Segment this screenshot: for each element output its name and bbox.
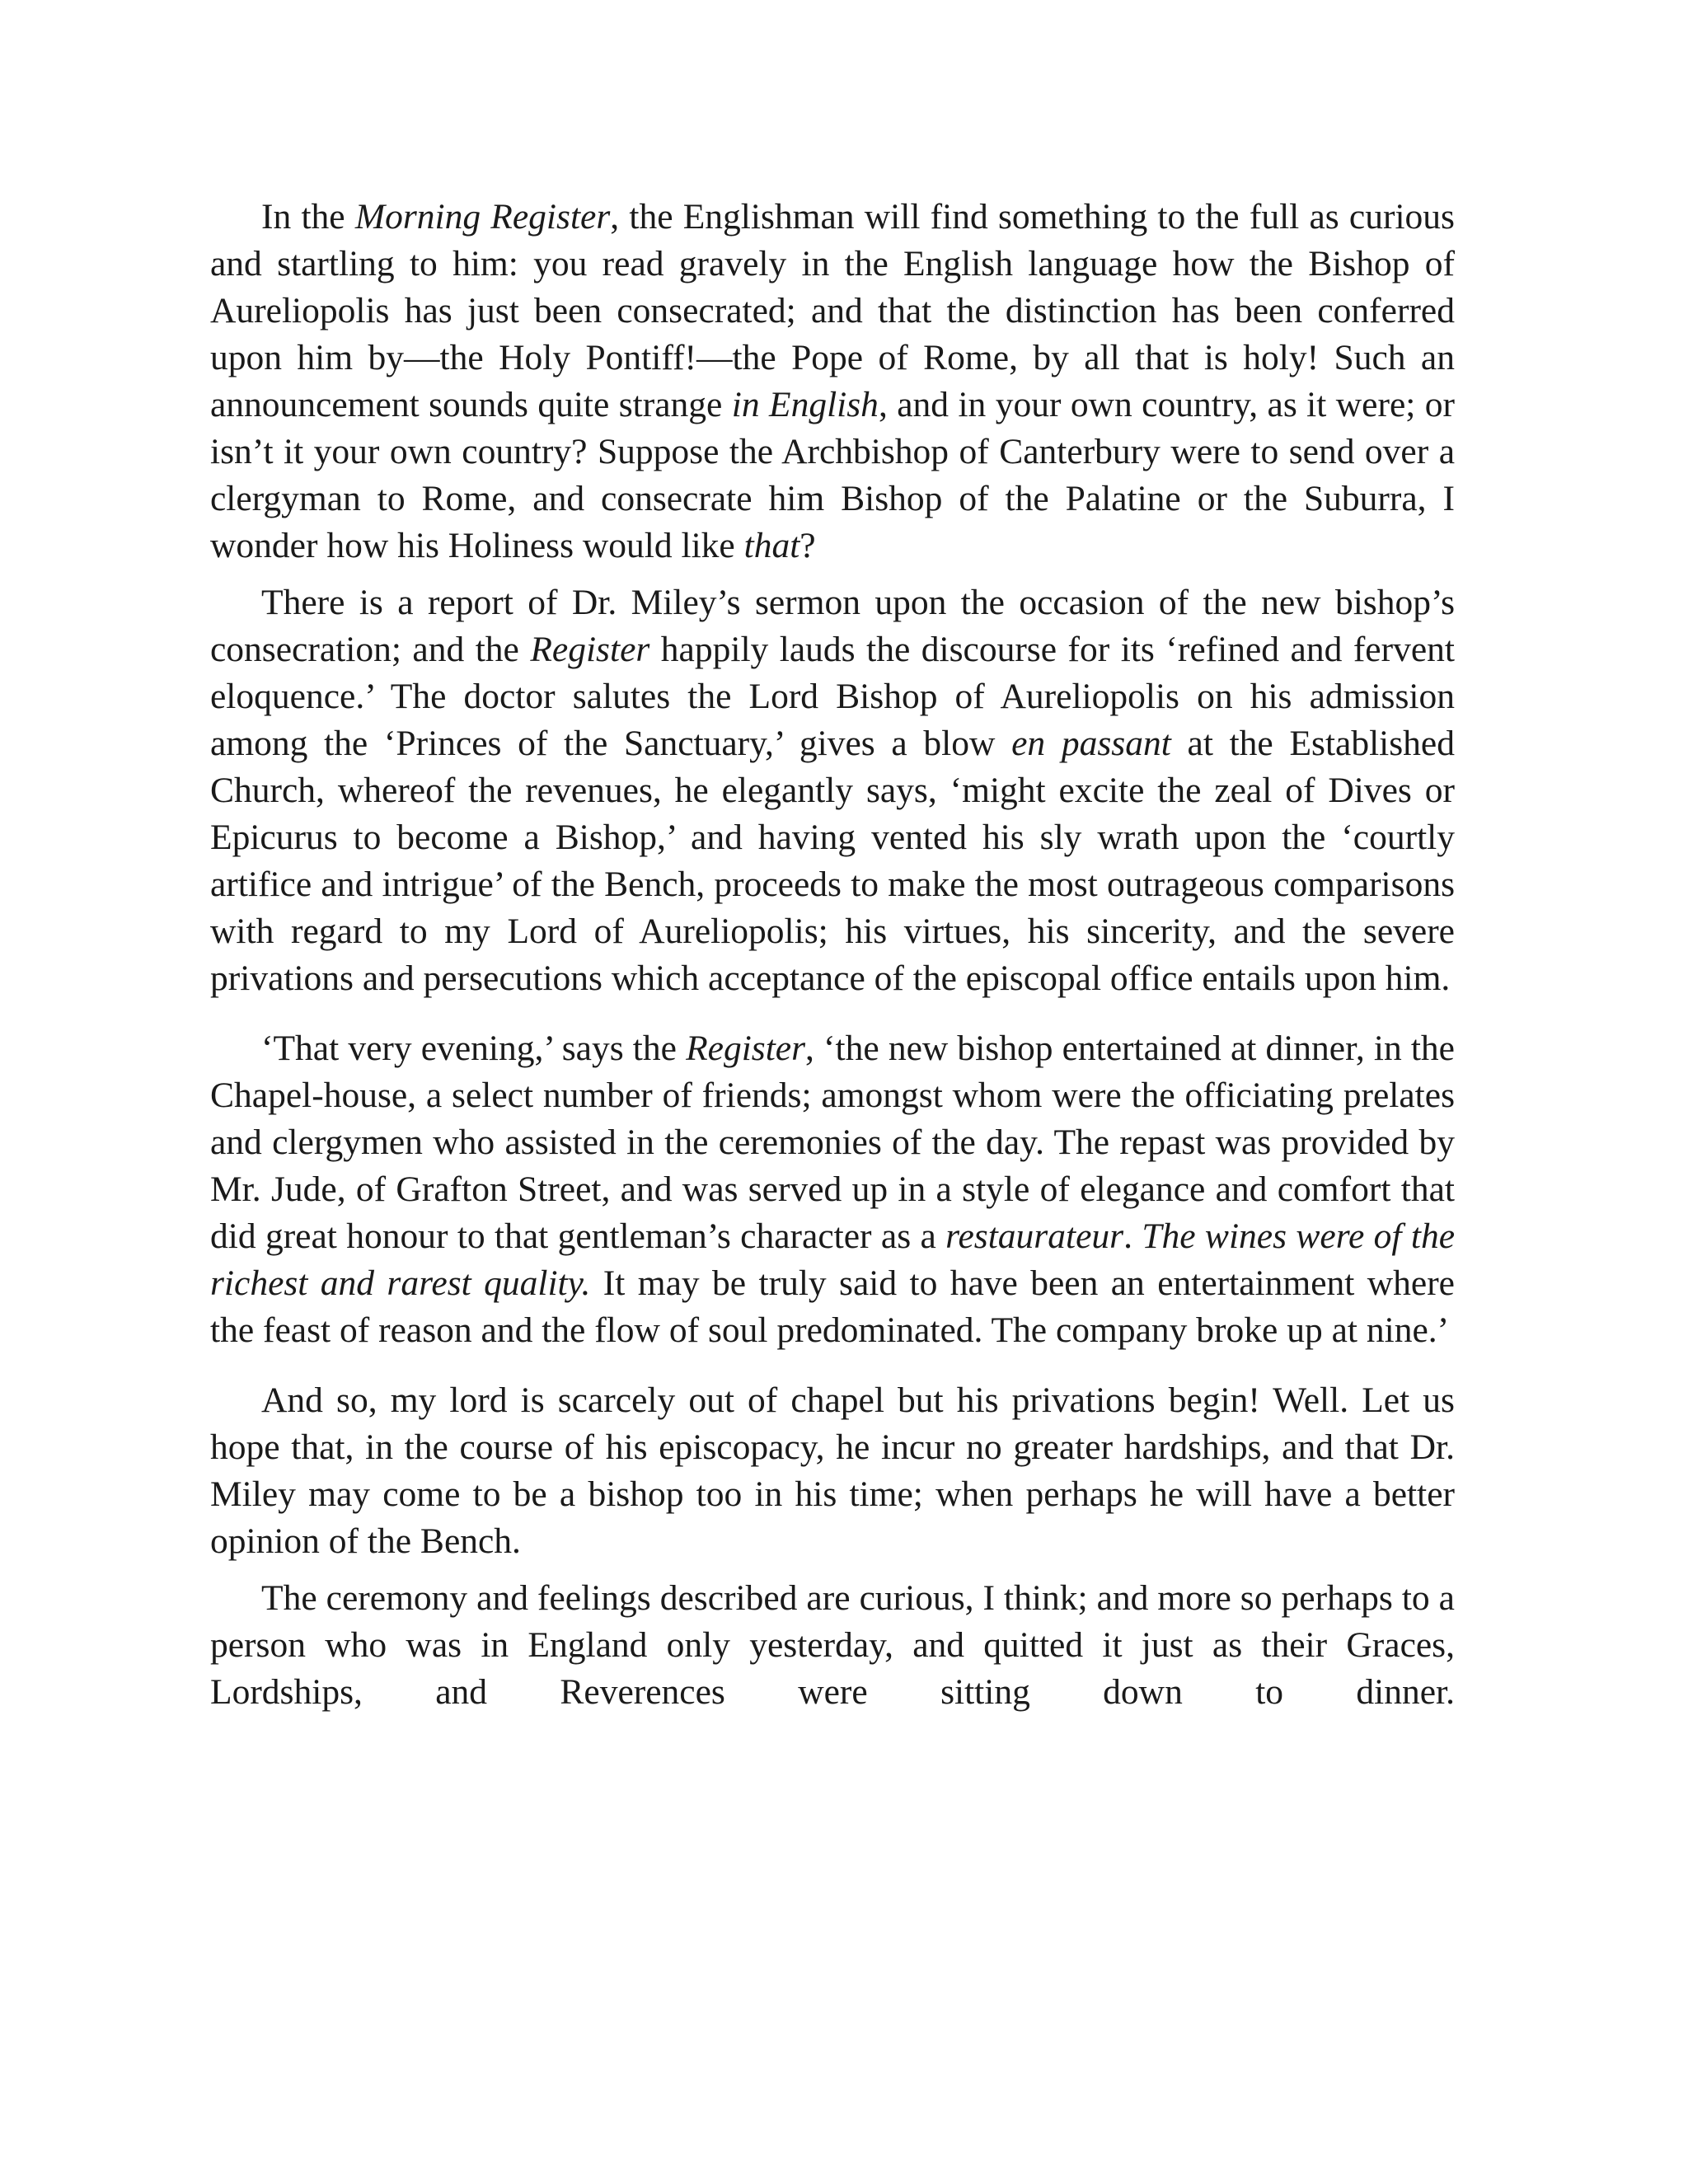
text-span: happily lauds the discourse for its ‘refined and fervent eloquence.’ The doctor salutes the Lord Bishop of Aureliopolis on his admission among the ‘Princes of the Sanctuary,’ gives a blow	[210, 630, 1455, 763]
text-span: , the Englishman will find something to the full as curious and startling to him: you read gravely in the English language how the Bishop of Aureliopolis has just been consecrated; and that the distinction has been conferred upon him by—the Holy Pontiff!—the Pope of Rome, by all that is holy! Such an announcement sounds quite strange	[210, 197, 1455, 424]
text-span: ?	[799, 526, 816, 565]
paragraph-5	[210, 1575, 1455, 1716]
italic-span: Morning Register	[354, 197, 611, 237]
paragraph-2	[210, 579, 1455, 1002]
text-span: In the	[261, 197, 355, 237]
italic-span: Register	[686, 1029, 806, 1068]
paragraph-1	[210, 194, 1455, 569]
text-span: .	[1123, 1216, 1142, 1256]
text-span: at the Established Church, whereof the revenues, he elegantly says, ‘might excite the zeal of Dives or Epicurus to become a Bishop,’ and having vented his sly wrath upon the ‘courtly artifice and intrigue’ of the Bench, proceeds to make the most outrageous comparisons with regard to my Lord of Aureliopolis; his virtues, his sincerity, and the severe privations and persecutions which acceptance of the episcopal office entails upon him.	[210, 724, 1455, 998]
paragraph-4	[210, 1377, 1455, 1565]
text-span: ‘That very evening,’ says the	[261, 1029, 687, 1068]
italic-span: The wines were of the richest and rarest quality.	[210, 1216, 1456, 1303]
italic-span: that	[743, 526, 800, 565]
italic-span: in English	[731, 385, 879, 424]
text-span: And so, my lord is scarcely out of chapel but his privations begin! Well. Let us hope that, in the course of his episcopacy, he incur no greater hardships, and that Dr. Miley may come to be a bishop too in his time; when perhaps he will have a better opinion of the Bench.	[210, 1380, 1455, 1561]
italic-span: en passant	[1011, 724, 1171, 763]
text-span: , and in your own country, as it were; or isn’t it your own country? Suppose the Archbishop of Canterbury were to send over a clergyman to Rome, and consecrate him Bishop of the Palatine or the Suburra, I wonder how his Holiness would like	[210, 385, 1455, 565]
page-body	[210, 194, 1455, 1716]
italic-span: Register	[530, 630, 650, 669]
text-span: It may be truly said to have been an entertainment where the feast of reason and the flow of soul predominated. The company broke up at nine.’	[210, 1263, 1455, 1350]
text-span: The ceremony and feelings described are curious, I think; and more so perhaps to a person who was in England only yesterday, and quitted it just as their Graces, Lordships, and Reverences were sitting down to dinner.	[210, 1578, 1455, 1712]
text-span: There is a report of Dr. Miley’s sermon upon the occasion of the new bishop’s consecration; and the	[210, 583, 1455, 669]
italic-span: restaurateur	[945, 1216, 1124, 1256]
text-span: , ‘the new bishop entertained at dinner, in the Chapel-house, a select number of friends; amongst whom were the officiating prelates and clergymen who assisted in the ceremonies of the day. The repast was provided by Mr. Jude, of Grafton Street, and was served up in a style of elegance and comfort that did great honour to that gentleman’s character as a	[210, 1029, 1455, 1256]
paragraph-3	[210, 1025, 1455, 1354]
